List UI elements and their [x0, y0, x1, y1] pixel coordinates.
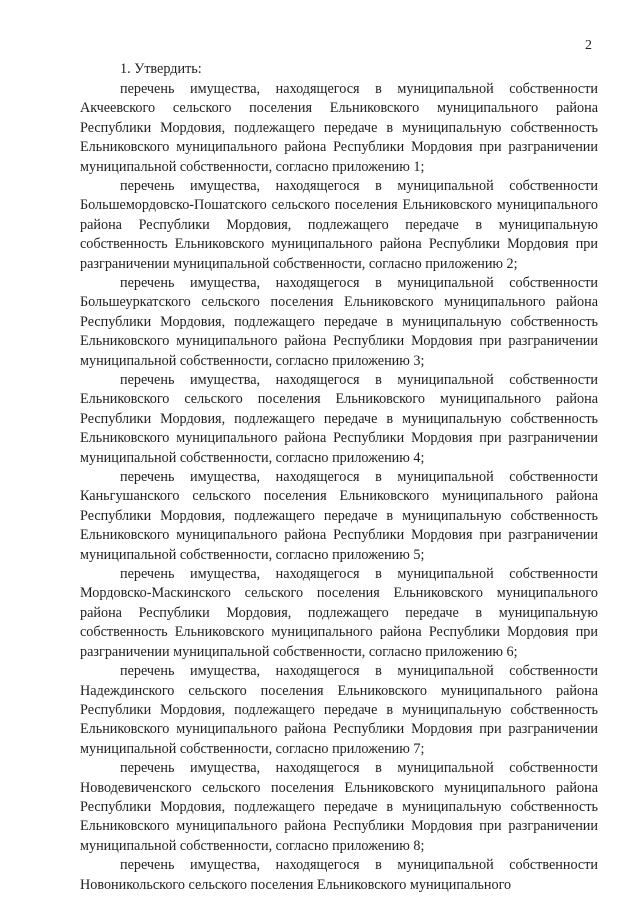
- document-body: [80, 60, 598, 895]
- paragraph-appendix-8: перечень имущества, находящегося в муниципальной собственности Новодевиченского сельского поселения Ельниковского муниципального района Республики Мордовия, подлежащего передаче в муниципальную собственность Ельниковского муниципального района Республики Мордовия при разграничении муниципальной собственности, согласно приложению 8;: [80, 760, 598, 854]
- paragraph-appendix-9-partial: перечень имущества, находящегося в муниципальной собственности Новоникольского сельского поселения Ельниковского муниципального: [80, 857, 598, 893]
- page-number: 2: [585, 38, 592, 53]
- paragraph-appendix-1: перечень имущества, находящегося в муниципальной собственности Акчеевского сельского поселения Ельниковского муниципального района Республики Мордовия, подлежащего передаче в муниципальную собственность Ельниковского муниципального района Республики Мордовия при разграничении муниципальной собственности, согласно приложению 1;: [80, 80, 598, 175]
- paragraph-appendix-2: перечень имущества, находящегося в муниципальной собственности Большемордовско-Пошатского сельского поселения Ельниковского муниципального района Республики Мордовия, подлежащего передаче в муниципальную собственность Ельниковского муниципального района Республики Мордовия при разграничении муниципальной собственности, согласно приложению 2;: [80, 177, 598, 272]
- paragraph-appendix-4: перечень имущества, находящегося в муниципальной собственности Ельниковского сельского поселения Ельниковского муниципального района Республики Мордовия, подлежащего передаче в муниципальную собственность Ельниковского муниципального района Республики Мордовия при разграничении муниципальной собственности, согласно приложению 4;: [80, 372, 598, 466]
- resolution-item-heading: 1. Утвердить:: [120, 61, 202, 77]
- paragraph-appendix-3: перечень имущества, находящегося в муниципальной собственности Большеуркатского сельского поселения Ельниковского муниципального района Республики Мордовия, подлежащего передаче в муниципальную собственность Ельниковского муниципального района Республики Мордовия при разграничении муниципальной собственности, согласно приложению 3;: [80, 274, 598, 369]
- paragraph-appendix-7: перечень имущества, находящегося в муниципальной собственности Надеждинского сельского поселения Ельниковского муниципального района Республики Мордовия, подлежащего передаче в муниципальную собственность Ельниковского муниципального района Республики Мордовия при разграничении муниципальной собственности, согласно приложению 7;: [80, 663, 598, 757]
- paragraph-appendix-5: перечень имущества, находящегося в муниципальной собственности Каньгушанского сельского поселения Ельниковского муниципального района Республики Мордовия, подлежащего передаче в муниципальную собственность Ельниковского муниципального района Республики Мордовия при разграничении муниципальной собственности, согласно приложению 5;: [80, 469, 598, 563]
- paragraph-appendix-6: перечень имущества, находящегося в муниципальной собственности Мордовско-Маскинского сельского поселения Ельниковского муниципального района Республики Мордовия, подлежащего передаче в муниципальную собственность Ельниковского муниципального района Республики Мордовия при разграничении муниципальной собственности, согласно приложению 6;: [80, 566, 598, 660]
